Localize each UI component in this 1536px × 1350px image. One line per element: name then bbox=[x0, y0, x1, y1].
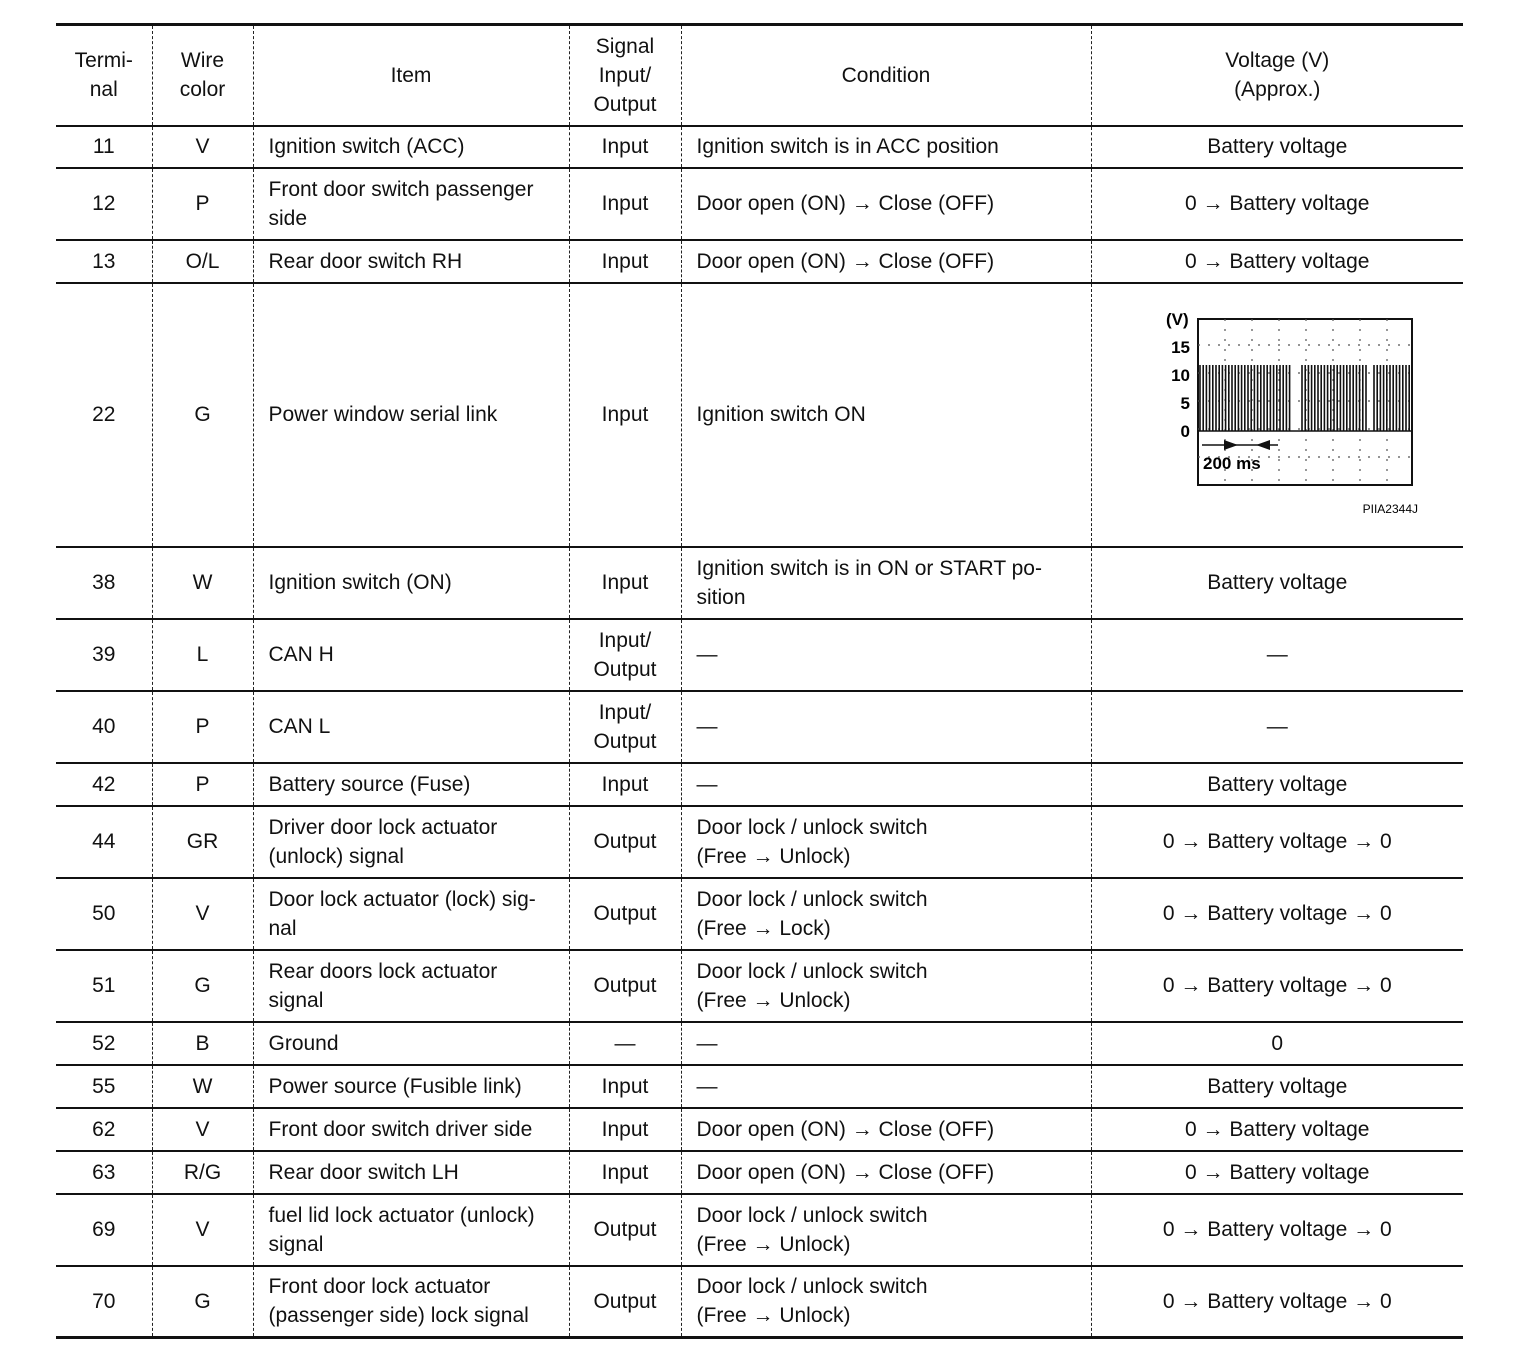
cell-voltage: Battery voltage bbox=[1091, 126, 1463, 168]
cell-wire-color: G bbox=[152, 1266, 253, 1338]
cell-signal: Input bbox=[569, 763, 681, 806]
cell-voltage: 0 → Battery voltage → 0 bbox=[1091, 950, 1463, 1022]
cell-wire-color: G bbox=[152, 950, 253, 1022]
table-row bbox=[56, 878, 1463, 950]
cell-signal: Output bbox=[569, 1266, 681, 1338]
header-voltage: Voltage (V) (Approx.) bbox=[1091, 25, 1463, 126]
cell-signal: Input/ Output bbox=[569, 691, 681, 763]
cell-signal: Input bbox=[569, 1151, 681, 1194]
cell-terminal: 12 bbox=[92, 192, 116, 215]
cell-voltage-waveform bbox=[1091, 283, 1463, 547]
cell-item: CAN L bbox=[253, 691, 569, 763]
table-row bbox=[56, 547, 1463, 619]
cell-terminal: 52 bbox=[92, 1031, 116, 1055]
cell-terminal: 39 bbox=[92, 643, 116, 666]
cell-condition: Door lock / unlock switch (Free → Unlock) bbox=[681, 1194, 1091, 1266]
cell-item: Ignition switch (ACC) bbox=[253, 126, 569, 168]
waveform-arrow-right-icon bbox=[1224, 440, 1238, 450]
cell-item: Front door switch passenger side bbox=[253, 168, 569, 240]
cell-signal: Output bbox=[569, 950, 681, 1022]
cell-condition: Door lock / unlock switch (Free → Lock) bbox=[681, 878, 1091, 950]
cell-item: Power window serial link bbox=[253, 283, 569, 547]
cell-signal: Input bbox=[569, 168, 681, 240]
cell-item: CAN H bbox=[253, 619, 569, 691]
cell-condition: — bbox=[681, 619, 1091, 691]
cell-condition: Ignition switch is in ACC position bbox=[681, 126, 1091, 168]
table-row bbox=[56, 806, 1463, 878]
cell-item: Door lock actuator (lock) sig- nal bbox=[253, 878, 569, 950]
table-row bbox=[56, 691, 1463, 763]
table-row bbox=[56, 619, 1463, 691]
cell-wire-color: V bbox=[152, 126, 253, 168]
cell-signal: Input bbox=[569, 283, 681, 547]
cell-item: Rear doors lock actuator signal bbox=[253, 950, 569, 1022]
cell-signal: Input bbox=[569, 547, 681, 619]
cell-terminal: 55 bbox=[92, 1074, 116, 1098]
cell-terminal: 69 bbox=[92, 1218, 116, 1241]
cell-voltage: 0 bbox=[1091, 1022, 1463, 1065]
cell-item: Battery source (Fuse) bbox=[253, 763, 569, 806]
table-row bbox=[56, 763, 1463, 806]
table-row bbox=[56, 168, 1463, 240]
waveform-figure bbox=[1132, 305, 1422, 525]
waveform-tick-label: 5 bbox=[1180, 393, 1191, 413]
cell-voltage: Battery voltage bbox=[1091, 547, 1463, 619]
table-row bbox=[56, 950, 1463, 1022]
cell-terminal: 70 bbox=[92, 1289, 116, 1313]
cell-terminal: 44 bbox=[92, 830, 116, 853]
cell-condition: Door lock / unlock switch (Free → Unlock) bbox=[681, 806, 1091, 878]
header-row bbox=[56, 25, 1463, 126]
cell-condition: Door open (ON) → Close (OFF) bbox=[681, 168, 1091, 240]
cell-terminal: 51 bbox=[92, 974, 116, 997]
cell-terminal: 13 bbox=[92, 249, 116, 273]
cell-voltage: 0 → Battery voltage → 0 bbox=[1091, 1194, 1463, 1266]
cell-item: Rear door switch LH bbox=[253, 1151, 569, 1194]
waveform-pulses bbox=[1200, 365, 1409, 431]
cell-wire-color: B bbox=[152, 1022, 253, 1065]
cell-voltage: — bbox=[1091, 691, 1463, 763]
cell-item: Front door switch driver side bbox=[253, 1108, 569, 1151]
cell-condition: — bbox=[681, 691, 1091, 763]
table-row bbox=[56, 1108, 1463, 1151]
table-row bbox=[56, 1266, 1463, 1338]
cell-terminal: 40 bbox=[92, 715, 116, 738]
terminal-spec-table bbox=[56, 23, 1463, 1339]
table-row bbox=[56, 1194, 1463, 1266]
cell-condition: Ignition switch is in ON or START po- sition bbox=[681, 547, 1091, 619]
waveform-arrow-left-icon bbox=[1256, 440, 1270, 450]
cell-signal: Input bbox=[569, 1108, 681, 1151]
header-signal: Signal Input/ Output bbox=[569, 25, 681, 126]
cell-voltage: 0 → Battery voltage bbox=[1091, 240, 1463, 283]
cell-wire-color: V bbox=[152, 1194, 253, 1266]
waveform-unit-label: (V) bbox=[1166, 309, 1189, 329]
cell-voltage: — bbox=[1091, 619, 1463, 691]
cell-terminal: 50 bbox=[92, 902, 116, 925]
cell-terminal: 62 bbox=[92, 1117, 116, 1141]
header-terminal: Termi- nal bbox=[74, 49, 133, 102]
table-row bbox=[56, 1151, 1463, 1194]
cell-voltage: 0 → Battery voltage → 0 bbox=[1091, 878, 1463, 950]
cell-voltage: 0 → Battery voltage bbox=[1091, 1151, 1463, 1194]
cell-wire-color: V bbox=[152, 1108, 253, 1151]
cell-item: Rear door switch RH bbox=[253, 240, 569, 283]
cell-signal: — bbox=[569, 1022, 681, 1065]
cell-terminal: 22 bbox=[92, 403, 116, 426]
cell-condition: — bbox=[681, 1065, 1091, 1108]
cell-item: Driver door lock actuator (unlock) signal bbox=[253, 806, 569, 878]
cell-wire-color: O/L bbox=[152, 240, 253, 283]
cell-terminal: 38 bbox=[92, 571, 116, 594]
cell-voltage: 0 → Battery voltage → 0 bbox=[1091, 1266, 1463, 1338]
cell-terminal: 42 bbox=[92, 772, 116, 796]
cell-condition: Ignition switch ON bbox=[681, 283, 1091, 547]
cell-signal: Input/ Output bbox=[569, 619, 681, 691]
table-row bbox=[56, 240, 1463, 283]
waveform-time-label: 200 ms bbox=[1203, 453, 1261, 473]
cell-wire-color: P bbox=[152, 763, 253, 806]
cell-voltage: Battery voltage bbox=[1091, 763, 1463, 806]
cell-condition: Door open (ON) → Close (OFF) bbox=[681, 240, 1091, 283]
cell-wire-color: W bbox=[152, 1065, 253, 1108]
cell-condition: Door open (ON) → Close (OFF) bbox=[681, 1108, 1091, 1151]
cell-signal: Input bbox=[569, 1065, 681, 1108]
cell-condition: Door lock / unlock switch (Free → Unlock) bbox=[681, 950, 1091, 1022]
cell-item: Ground bbox=[253, 1022, 569, 1065]
cell-wire-color: V bbox=[152, 878, 253, 950]
cell-signal: Output bbox=[569, 1194, 681, 1266]
cell-condition: — bbox=[681, 763, 1091, 806]
cell-wire-color: P bbox=[152, 691, 253, 763]
cell-voltage: Battery voltage bbox=[1091, 1065, 1463, 1108]
cell-voltage: 0 → Battery voltage → 0 bbox=[1091, 806, 1463, 878]
table-row bbox=[56, 1022, 1463, 1065]
cell-item: Front door lock actuator (passenger side) lock signal bbox=[253, 1266, 569, 1338]
header-item: Item bbox=[253, 25, 569, 126]
cell-condition: Door open (ON) → Close (OFF) bbox=[681, 1151, 1091, 1194]
cell-wire-color: R/G bbox=[152, 1151, 253, 1194]
cell-signal: Output bbox=[569, 806, 681, 878]
cell-wire-color: L bbox=[152, 619, 253, 691]
waveform-tick-label: 15 bbox=[1171, 337, 1191, 357]
cell-condition: Door lock / unlock switch (Free → Unlock) bbox=[681, 1266, 1091, 1338]
cell-voltage: 0 → Battery voltage bbox=[1091, 168, 1463, 240]
cell-wire-color: W bbox=[152, 547, 253, 619]
cell-item: Ignition switch (ON) bbox=[253, 547, 569, 619]
cell-wire-color: GR bbox=[152, 806, 253, 878]
cell-signal: Input bbox=[569, 240, 681, 283]
cell-wire-color: G bbox=[152, 283, 253, 547]
cell-voltage: 0 → Battery voltage bbox=[1091, 1108, 1463, 1151]
cell-signal: Output bbox=[569, 878, 681, 950]
table-row bbox=[56, 283, 1463, 547]
cell-signal: Input bbox=[569, 126, 681, 168]
waveform-figure-id: PIIA2344J bbox=[1362, 501, 1419, 516]
waveform-tick-label: 10 bbox=[1171, 365, 1191, 385]
waveform-tick-label: 0 bbox=[1180, 421, 1191, 441]
cell-condition: — bbox=[681, 1022, 1091, 1065]
cell-wire-color: P bbox=[152, 168, 253, 240]
cell-item: fuel lid lock actuator (unlock) signal bbox=[253, 1194, 569, 1266]
table-row bbox=[56, 126, 1463, 168]
cell-item: Power source (Fusible link) bbox=[253, 1065, 569, 1108]
cell-terminal: 11 bbox=[92, 135, 115, 158]
header-wire-color: Wire color bbox=[152, 25, 253, 126]
table-row bbox=[56, 1065, 1463, 1108]
header-condition: Condition bbox=[681, 25, 1091, 126]
cell-terminal: 63 bbox=[92, 1160, 116, 1184]
